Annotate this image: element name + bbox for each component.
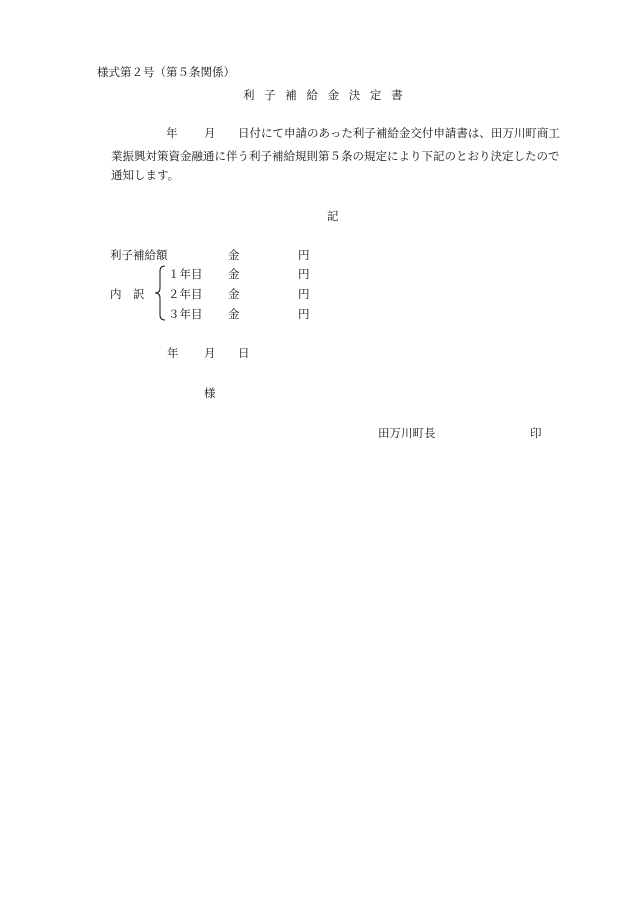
body-line-1: 日付にて申請のあった利子補給金交付申請書は、田万川町商工 xyxy=(238,126,560,140)
document-title: 利 子 補 給 金 決 定 書 xyxy=(243,88,403,102)
subsidy-total-yen: 円 xyxy=(298,248,310,262)
date-month-label: 月 xyxy=(204,346,216,360)
breakdown-year-2-label: ２年目 xyxy=(168,287,203,301)
breakdown-year-1-currency: 金 xyxy=(228,267,240,281)
body-line-3: 通知します。 xyxy=(111,168,180,182)
subsidy-total-label: 利子補給額 xyxy=(110,248,168,262)
breakdown-year-3-label: ３年目 xyxy=(168,307,203,321)
subsidy-total-currency: 金 xyxy=(228,248,240,262)
breakdown-year-3-currency: 金 xyxy=(228,307,240,321)
breakdown-year-2-currency: 金 xyxy=(228,287,240,301)
addressee-suffix: 様 xyxy=(204,386,216,400)
breakdown-label: 内 訳 xyxy=(110,287,145,301)
breakdown-year-1-yen: 円 xyxy=(298,267,310,281)
date-day-label: 日 xyxy=(238,346,250,360)
body-month-label: 月 xyxy=(204,126,216,140)
breakdown-year-1-label: １年目 xyxy=(168,267,203,281)
body-line-2: 業振興対策資金融通に伴う利子補給規則第５条の規定により下記のとおり決定したので xyxy=(111,149,560,163)
breakdown-year-2-yen: 円 xyxy=(298,287,310,301)
breakdown-year-3-yen: 円 xyxy=(298,307,310,321)
form-number: 様式第２号（第５条関係） xyxy=(97,65,235,79)
issuer-seal: 印 xyxy=(530,426,542,440)
ki-heading: 記 xyxy=(327,209,339,223)
issuer-name: 田万川町長 xyxy=(378,426,436,440)
date-year-label: 年 xyxy=(167,346,179,360)
breakdown-brace xyxy=(152,264,168,322)
body-year-label: 年 xyxy=(166,126,178,140)
